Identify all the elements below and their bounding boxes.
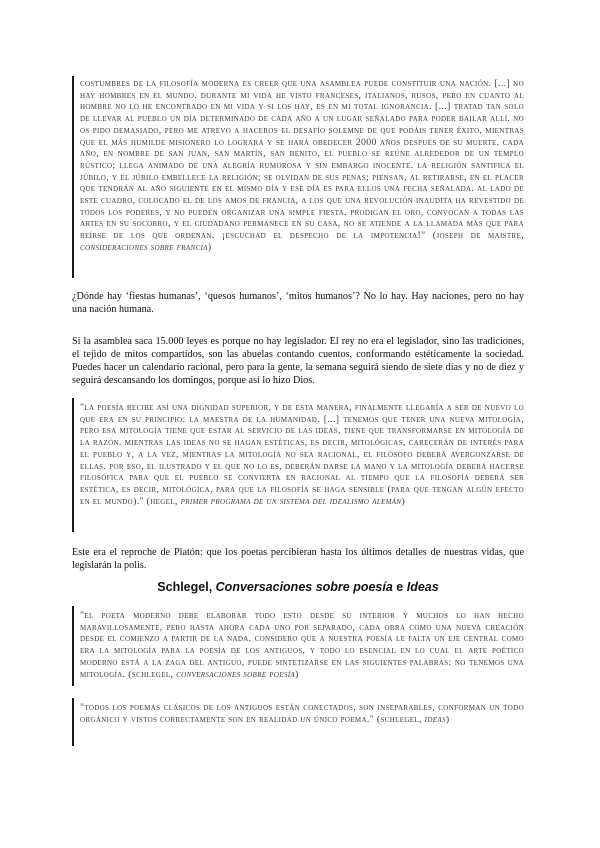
heading-conjunction: e [396,580,404,594]
paragraph-fiestas-humanas: ¿Dónde hay ‘fiestas humanas’, ‘quesos humanos’, ‘mitos humanos’? No lo hay. Hay naciones, pero no hay una nación humana. [72,291,524,315]
maistre-quote-text: costumbres de la filosofía moderna es creer que una asamblea puede constituir una nación. [...] no hay hombres en el mundo. durante mi vida he visto franceses, italianos, rusos, pero en cuanto al hombre no lo he encontrado en mi vida y si los hay, es en mi total ignorancia. [...] tratad tan solo de llevar al pueblo un día determinado de cada año a un lugar señalado para poder bailar allí. no os pido demasiado, pero me atrevo a haceros el desafío solemne de que podáis tener éxito, mientras que el más humilde misionero lo logrará y se hará obedecer 2000 años después de su muerte. cada año, en nombre de san juan, san martín, san benito, el pueblo se reúne alrededor de un templo rústico; llega animado de una alegría rumorosa y sin embargo inocente. la religión santifica el júbilo, y el júbilo embellece la religión; se olvidan de sus penas; piensan, al retirarse, en el placer que tendrán al año siguiente en el mismo día y ese día es para ellos una fecha señalada. al lado de este cuadro, colocado el de los amos de francia, a los que una revolución inaudita ha revestido de todos los poderes, y no pueden organizar una simple fiesta. prodigan el oro, convocan a todas las artes en su socorro, y el ciudadano permanece en su casa, no se atiende a la llamada más que para reírse de los que ordenan. ¡escuchad el despecho de la impotencia!" (joseph de maistre, [80,78,524,242]
maistre-quote-close: ) [207,241,212,253]
paragraph-asamblea-leyes: Si la asamblea saca 15.000 leyes es porque no hay legislador. El rey no era el legislador, sino las tradiciones, el tejido de mitos compartidos, son las abuelas contando cuentos, conformando estéticamente la sociedad. Puedes hacer un calendario racional, pero para la gente, la semana seguirá siendo de siete días y no de diez y seguirá descansando los domingos, porque así lo hizo Dios. [72,336,524,386]
hegel-quote-source: primer programa de un sistema del idealismo alemán [180,495,402,507]
schlegel-quote-source: conversaciones sobre poesía [176,668,296,680]
maistre-quote-source: consideraciones sobre francia [80,241,208,253]
schlegel-ideas-text: "todos los poemas clásicos de los antiguos están conectados, son inseparables, conforman un todo orgánico y vistos correctamente son en realidad un único poema." (schlegel, [80,702,524,725]
schlegel-ideas-source: ideas [424,713,446,725]
schlegel-quote-text: "el poeta moderno debe elaborar todo esto desde su interior y muchos lo han hecho maravillosamente, pero hasta ahora cada uno por separado, cada obra como una nueva creación desde el comienzo a partir de la nada. considero que a nuestra poesía le falta un eje central como era la mitología para la poesía de los antiguos, y todo lo esencial en lo cual el arte poético moderno está a la zaga del antiguo, puede sintetizarse en las siguientes palabras: no tenemos una mitología. (schlegel, [80,610,524,680]
section-heading-schlegel [72,580,524,594]
schlegel-ideas-quote [72,698,524,746]
heading-author: Schlegel, [157,580,213,594]
heading-title-ideas: Ideas [406,580,439,594]
schlegel-conversaciones-quote [72,606,524,686]
hegel-quote-close: ) [401,495,406,507]
schlegel-quote-close: ) [295,668,299,680]
hegel-quote-text: "la poesía recibe así una dignidad superior, y de esta manera, finalmente llegaría a ser de nuevo lo que era en su principio: la maestra de la humanidad. [...] tenemos que tener una nueva mitología, pero esa mitología tiene que estar al servicio de las ideas, tiene que transformarse en mitología de la razón. mientras las ideas no se hagan estéticas, es decir, mitológicas, carecerán de interés para el pueblo y, a la vez, mientras la mitología no sea racional, el filósofo deberá avergonzarse de ellas. por eso, el ilustrado y el que no lo es, deberán darse la mano y la mitología deberá hacerse filosófica para que el pueblo se convierta en racional al tiempo que la filosofía deberá ser estética, es decir, mitológica, para que la filosofía se haga sensible (para que tengan algún efecto en el mundo)." (hegel, [80,402,524,507]
maistre-quote [72,76,524,278]
hegel-quote [72,398,524,532]
paragraph-platon: Este era el reproche de Platón: que los poetas percibieran hasta los últimos detalles de nuestras vidas, que legislarán la polis. [72,547,524,571]
schlegel-ideas-close: ) [445,713,450,725]
heading-title: Conversaciones sobre poesía [215,580,393,594]
